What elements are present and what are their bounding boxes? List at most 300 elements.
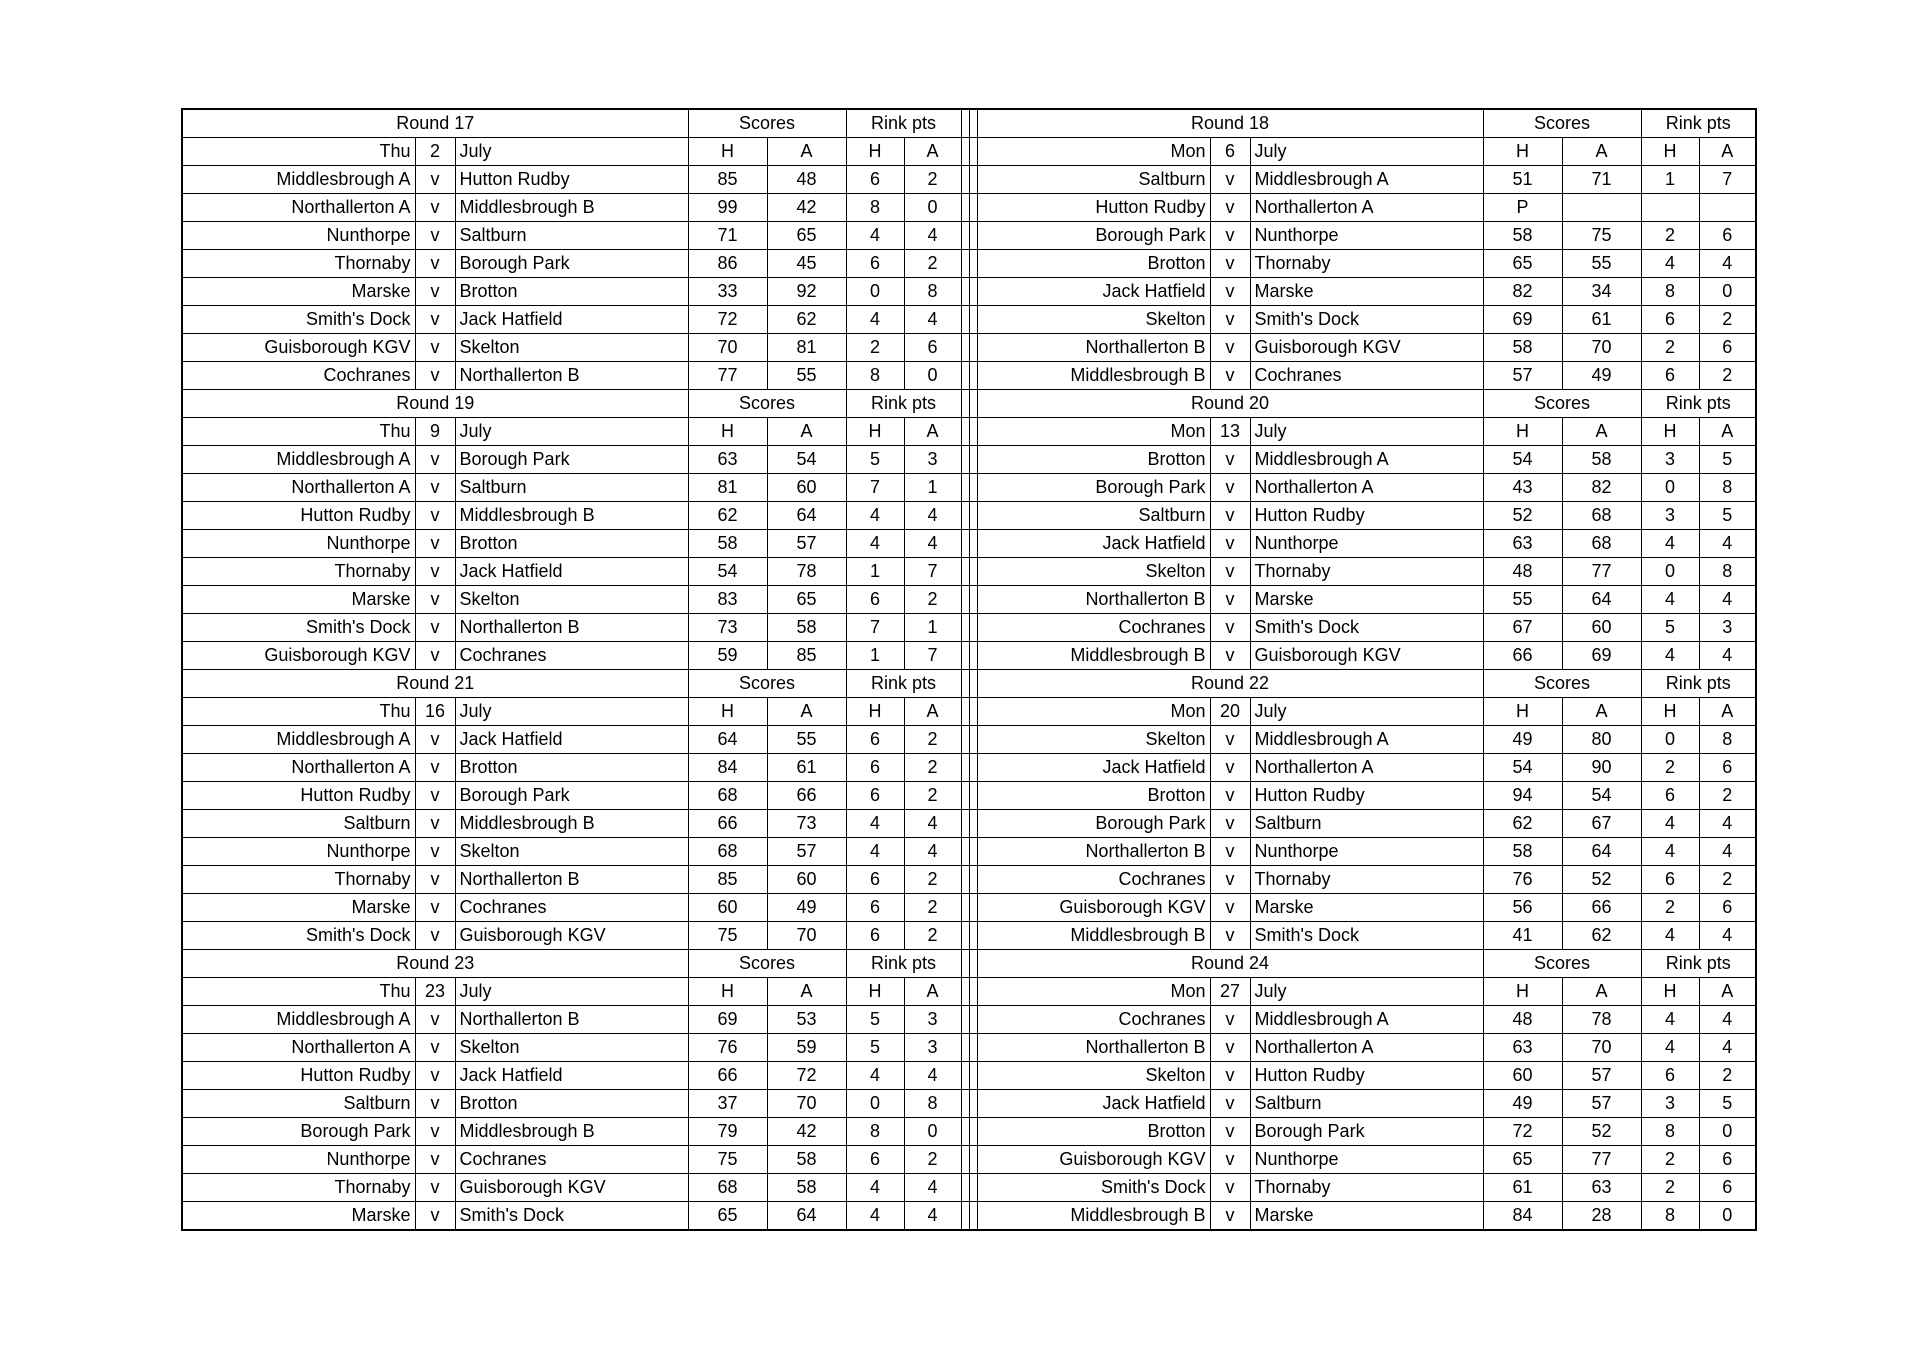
away-rink-points: 4 (1699, 1006, 1756, 1034)
scores-header: Scores (1483, 390, 1641, 418)
round-title-row (182, 390, 1756, 418)
away-score: 54 (1562, 782, 1641, 810)
away-points-header: A (1699, 138, 1756, 166)
home-rink-points: 5 (846, 1034, 904, 1062)
home-team: Guisborough KGV (182, 334, 415, 362)
home-team: Northallerton A (182, 194, 415, 222)
home-rink-points: 6 (1641, 362, 1699, 390)
home-team: Jack Hatfield (977, 754, 1210, 782)
home-team: Nunthorpe (182, 838, 415, 866)
home-rink-points: 8 (1641, 1118, 1699, 1146)
away-rink-points: 4 (904, 838, 961, 866)
rink-pts-header: Rink pts (846, 109, 961, 138)
away-score: 42 (767, 1118, 846, 1146)
home-rink-points: 6 (1641, 306, 1699, 334)
column-separator (969, 446, 977, 474)
away-team: Smith's Dock (1250, 306, 1483, 334)
away-score: 77 (1562, 1146, 1641, 1174)
away-team: Guisborough KGV (455, 922, 688, 950)
versus-label: v (415, 362, 455, 390)
home-team: Guisborough KGV (182, 642, 415, 670)
match-row (182, 1202, 1756, 1231)
column-separator (969, 250, 977, 278)
away-team: Saltburn (1250, 1090, 1483, 1118)
away-score: 71 (1562, 166, 1641, 194)
column-separator (969, 670, 977, 698)
home-rink-points: 0 (846, 1090, 904, 1118)
rink-pts-header: Rink pts (1641, 950, 1756, 978)
home-score: 70 (688, 334, 767, 362)
away-rink-points: 6 (904, 334, 961, 362)
away-team: Northallerton A (1250, 474, 1483, 502)
away-team: Skelton (455, 586, 688, 614)
versus-label: v (415, 866, 455, 894)
away-rink-points: 5 (1699, 1090, 1756, 1118)
away-score: 73 (767, 810, 846, 838)
home-team: Thornaby (182, 558, 415, 586)
away-team: Borough Park (455, 782, 688, 810)
home-score: 56 (1483, 894, 1562, 922)
home-rink-points: 1 (1641, 166, 1699, 194)
away-team: Jack Hatfield (455, 726, 688, 754)
round-month: July (1250, 978, 1483, 1006)
away-rink-points: 8 (904, 278, 961, 306)
home-team: Marske (182, 278, 415, 306)
round-date-row (182, 978, 1756, 1006)
home-team: Northallerton B (977, 1034, 1210, 1062)
scores-header: Scores (688, 109, 846, 138)
home-team: Skelton (977, 558, 1210, 586)
away-rink-points: 4 (1699, 530, 1756, 558)
home-team: Northallerton A (182, 754, 415, 782)
versus-label: v (1210, 1034, 1250, 1062)
away-team: Borough Park (455, 446, 688, 474)
home-score: 54 (1483, 754, 1562, 782)
round-title: Round 18 (977, 109, 1483, 138)
away-points-header: A (904, 418, 961, 446)
column-separator (961, 950, 969, 978)
home-rink-points: 2 (1641, 334, 1699, 362)
home-score: 65 (1483, 250, 1562, 278)
home-rink-points: 6 (1641, 866, 1699, 894)
round-date-row (182, 138, 1756, 166)
round-day: Thu (182, 978, 415, 1006)
away-team: Hutton Rudby (1250, 1062, 1483, 1090)
away-score: 70 (767, 1090, 846, 1118)
home-team: Hutton Rudby (182, 502, 415, 530)
home-score: 68 (688, 1174, 767, 1202)
home-score-header: H (1483, 698, 1562, 726)
match-row (182, 782, 1756, 810)
home-rink-points: 6 (846, 1146, 904, 1174)
column-separator (969, 1146, 977, 1174)
away-rink-points: 4 (904, 530, 961, 558)
home-score: 58 (688, 530, 767, 558)
away-score-header: A (767, 698, 846, 726)
away-score: 66 (767, 782, 846, 810)
column-separator (969, 726, 977, 754)
away-score: 61 (767, 754, 846, 782)
home-score-header: H (688, 978, 767, 1006)
away-rink-points: 4 (1699, 250, 1756, 278)
away-rink-points: 6 (1699, 1174, 1756, 1202)
away-rink-points: 2 (904, 894, 961, 922)
home-rink-points: 6 (846, 866, 904, 894)
column-separator (961, 250, 969, 278)
match-row (182, 642, 1756, 670)
home-score: 49 (1483, 726, 1562, 754)
away-rink-points: 4 (1699, 922, 1756, 950)
away-rink-points: 2 (1699, 362, 1756, 390)
away-rink-points: 2 (1699, 306, 1756, 334)
versus-label: v (1210, 278, 1250, 306)
home-rink-points: 4 (1641, 810, 1699, 838)
column-separator (961, 1118, 969, 1146)
match-row (182, 1174, 1756, 1202)
round-month: July (455, 698, 688, 726)
round-day: Thu (182, 138, 415, 166)
home-rink-points: 6 (846, 922, 904, 950)
away-rink-points: 2 (904, 166, 961, 194)
home-team: Borough Park (977, 474, 1210, 502)
away-points-header: A (1699, 978, 1756, 1006)
away-score: 58 (767, 1174, 846, 1202)
away-team: Middlesbrough B (455, 1118, 688, 1146)
away-team: Brotton (455, 278, 688, 306)
away-team: Nunthorpe (1250, 222, 1483, 250)
home-rink-points: 0 (1641, 726, 1699, 754)
away-rink-points: 4 (904, 1202, 961, 1231)
away-rink-points: 4 (1699, 1034, 1756, 1062)
column-separator (961, 446, 969, 474)
versus-label: v (415, 726, 455, 754)
home-rink-points: 4 (1641, 250, 1699, 278)
home-rink-points: 4 (846, 530, 904, 558)
away-rink-points: 2 (904, 726, 961, 754)
home-rink-points: 4 (1641, 642, 1699, 670)
away-team: Northallerton A (1250, 754, 1483, 782)
round-day: Thu (182, 698, 415, 726)
away-rink-points: 3 (904, 446, 961, 474)
versus-label: v (415, 446, 455, 474)
home-score: 83 (688, 586, 767, 614)
home-team: Middlesbrough B (977, 1202, 1210, 1231)
away-rink-points (1699, 194, 1756, 222)
column-separator (961, 1062, 969, 1090)
home-score: 65 (1483, 1146, 1562, 1174)
home-rink-points: 4 (846, 1062, 904, 1090)
away-score-header: A (1562, 418, 1641, 446)
home-score: 67 (1483, 614, 1562, 642)
away-score: 49 (1562, 362, 1641, 390)
home-team: Hutton Rudby (182, 1062, 415, 1090)
home-rink-points: 4 (846, 1174, 904, 1202)
scores-header: Scores (1483, 670, 1641, 698)
column-separator (969, 950, 977, 978)
round-month: July (1250, 698, 1483, 726)
round-date-row (182, 698, 1756, 726)
home-team: Cochranes (182, 362, 415, 390)
away-rink-points: 4 (904, 306, 961, 334)
column-separator (969, 1202, 977, 1231)
home-rink-points: 3 (1641, 1090, 1699, 1118)
away-rink-points: 4 (904, 502, 961, 530)
away-team: Northallerton A (1250, 1034, 1483, 1062)
away-team: Marske (1250, 278, 1483, 306)
column-separator (969, 614, 977, 642)
away-rink-points: 8 (1699, 558, 1756, 586)
home-score: 72 (1483, 1118, 1562, 1146)
home-rink-points: 0 (846, 278, 904, 306)
versus-label: v (415, 166, 455, 194)
away-team: Borough Park (1250, 1118, 1483, 1146)
match-row (182, 1034, 1756, 1062)
away-rink-points: 7 (1699, 166, 1756, 194)
versus-label: v (1210, 558, 1250, 586)
away-team: Middlesbrough A (1250, 446, 1483, 474)
home-points-header: H (846, 978, 904, 1006)
home-rink-points: 6 (846, 586, 904, 614)
match-row (182, 614, 1756, 642)
home-score: 48 (1483, 558, 1562, 586)
away-team: Smith's Dock (1250, 614, 1483, 642)
away-score: 45 (767, 250, 846, 278)
home-rink-points: 2 (846, 334, 904, 362)
away-score: 62 (1562, 922, 1641, 950)
away-score: 34 (1562, 278, 1641, 306)
away-rink-points: 0 (1699, 278, 1756, 306)
column-separator (969, 502, 977, 530)
versus-label: v (415, 530, 455, 558)
match-row (182, 1118, 1756, 1146)
away-score: 77 (1562, 558, 1641, 586)
home-score: 52 (1483, 502, 1562, 530)
home-score: 72 (688, 306, 767, 334)
match-row (182, 1146, 1756, 1174)
away-rink-points: 6 (1699, 222, 1756, 250)
away-score: 60 (767, 866, 846, 894)
home-rink-points: 6 (846, 894, 904, 922)
round-day: Mon (977, 698, 1210, 726)
match-row (182, 586, 1756, 614)
away-team: Cochranes (455, 642, 688, 670)
column-separator (969, 222, 977, 250)
home-score: 63 (688, 446, 767, 474)
away-score: 62 (767, 306, 846, 334)
away-team: Middlesbrough A (1250, 166, 1483, 194)
home-rink-points: 6 (846, 726, 904, 754)
versus-label: v (415, 614, 455, 642)
home-score: 84 (688, 754, 767, 782)
home-score: 85 (688, 166, 767, 194)
column-separator (961, 810, 969, 838)
match-row (182, 446, 1756, 474)
home-team: Smith's Dock (182, 922, 415, 950)
match-row (182, 334, 1756, 362)
match-row (182, 362, 1756, 390)
versus-label: v (415, 1034, 455, 1062)
home-team: Middlesbrough A (182, 166, 415, 194)
home-score: P (1483, 194, 1562, 222)
away-points-header: A (904, 698, 961, 726)
home-team: Nunthorpe (182, 222, 415, 250)
home-score: 65 (688, 1202, 767, 1231)
column-separator (969, 1090, 977, 1118)
versus-label: v (1210, 474, 1250, 502)
home-rink-points: 3 (1641, 446, 1699, 474)
versus-label: v (1210, 782, 1250, 810)
home-rink-points: 5 (1641, 614, 1699, 642)
home-team: Smith's Dock (182, 306, 415, 334)
home-team: Middlesbrough A (182, 446, 415, 474)
away-score: 57 (767, 530, 846, 558)
home-rink-points: 4 (846, 502, 904, 530)
away-score: 66 (1562, 894, 1641, 922)
home-rink-points: 4 (1641, 530, 1699, 558)
away-rink-points: 2 (904, 586, 961, 614)
round-date-row (182, 418, 1756, 446)
away-score: 85 (767, 642, 846, 670)
column-separator (969, 782, 977, 810)
column-separator (969, 894, 977, 922)
away-team: Jack Hatfield (455, 306, 688, 334)
home-score: 73 (688, 614, 767, 642)
home-team: Marske (182, 894, 415, 922)
home-team: Skelton (977, 726, 1210, 754)
away-team: Brotton (455, 530, 688, 558)
home-score: 66 (688, 1062, 767, 1090)
column-separator (961, 502, 969, 530)
column-separator (969, 334, 977, 362)
column-separator (961, 614, 969, 642)
home-team: Skelton (977, 306, 1210, 334)
round-date: 2 (415, 138, 455, 166)
home-team: Northallerton B (977, 838, 1210, 866)
column-separator (961, 1202, 969, 1231)
home-score: 71 (688, 222, 767, 250)
away-team: Thornaby (1250, 866, 1483, 894)
versus-label: v (415, 810, 455, 838)
match-row (182, 502, 1756, 530)
away-rink-points: 7 (904, 642, 961, 670)
away-rink-points: 0 (1699, 1118, 1756, 1146)
away-score-header: A (1562, 698, 1641, 726)
away-rink-points: 2 (1699, 1062, 1756, 1090)
away-rink-points: 1 (904, 614, 961, 642)
away-points-header: A (1699, 698, 1756, 726)
away-points-header: A (904, 138, 961, 166)
home-team: Thornaby (182, 250, 415, 278)
home-score: 59 (688, 642, 767, 670)
home-team: Marske (182, 586, 415, 614)
versus-label: v (1210, 194, 1250, 222)
column-separator (961, 1034, 969, 1062)
column-separator (961, 782, 969, 810)
column-separator (961, 530, 969, 558)
away-rink-points: 4 (1699, 838, 1756, 866)
versus-label: v (1210, 894, 1250, 922)
column-separator (969, 558, 977, 586)
versus-label: v (1210, 642, 1250, 670)
versus-label: v (1210, 1174, 1250, 1202)
home-team: Nunthorpe (182, 530, 415, 558)
home-rink-points: 8 (1641, 1202, 1699, 1231)
away-team: Brotton (455, 754, 688, 782)
round-month: July (455, 418, 688, 446)
versus-label: v (415, 474, 455, 502)
home-rink-points: 4 (846, 1202, 904, 1231)
home-team: Middlesbrough A (182, 1006, 415, 1034)
versus-label: v (1210, 922, 1250, 950)
away-rink-points: 8 (1699, 474, 1756, 502)
column-separator (969, 306, 977, 334)
home-team: Skelton (977, 1062, 1210, 1090)
home-points-header: H (1641, 138, 1699, 166)
home-team: Smith's Dock (977, 1174, 1210, 1202)
away-points-header: A (1699, 418, 1756, 446)
away-score: 49 (767, 894, 846, 922)
away-score: 59 (767, 1034, 846, 1062)
home-score: 51 (1483, 166, 1562, 194)
away-team: Northallerton B (455, 614, 688, 642)
versus-label: v (415, 306, 455, 334)
away-team: Guisborough KGV (1250, 334, 1483, 362)
home-points-header: H (846, 418, 904, 446)
round-month: July (1250, 418, 1483, 446)
home-score: 84 (1483, 1202, 1562, 1231)
home-team: Jack Hatfield (977, 1090, 1210, 1118)
versus-label: v (415, 838, 455, 866)
round-date: 27 (1210, 978, 1250, 1006)
column-separator (961, 670, 969, 698)
home-team: Hutton Rudby (977, 194, 1210, 222)
home-team: Cochranes (977, 614, 1210, 642)
home-score: 43 (1483, 474, 1562, 502)
away-score: 68 (1562, 502, 1641, 530)
versus-label: v (1210, 222, 1250, 250)
match-row (182, 810, 1756, 838)
home-rink-points: 4 (1641, 1006, 1699, 1034)
home-team: Middlesbrough B (977, 362, 1210, 390)
home-score: 76 (688, 1034, 767, 1062)
home-rink-points: 6 (846, 782, 904, 810)
away-score-header: A (1562, 138, 1641, 166)
home-team: Saltburn (977, 502, 1210, 530)
away-rink-points: 4 (1699, 810, 1756, 838)
away-team: Cochranes (1250, 362, 1483, 390)
away-score: 67 (1562, 810, 1641, 838)
round-title-row (182, 109, 1756, 138)
away-team: Marske (1250, 586, 1483, 614)
versus-label: v (415, 586, 455, 614)
column-separator (969, 474, 977, 502)
away-rink-points: 5 (1699, 446, 1756, 474)
away-team: Marske (1250, 1202, 1483, 1231)
away-score: 70 (1562, 1034, 1641, 1062)
away-score: 64 (1562, 838, 1641, 866)
home-team: Cochranes (977, 1006, 1210, 1034)
match-row (182, 754, 1756, 782)
home-score: 76 (1483, 866, 1562, 894)
home-rink-points: 2 (1641, 894, 1699, 922)
home-team: Borough Park (977, 222, 1210, 250)
rink-pts-header: Rink pts (1641, 670, 1756, 698)
home-team: Middlesbrough B (977, 922, 1210, 950)
away-score: 70 (1562, 334, 1641, 362)
away-team: Hutton Rudby (1250, 782, 1483, 810)
home-score: 69 (1483, 306, 1562, 334)
away-rink-points: 6 (1699, 894, 1756, 922)
